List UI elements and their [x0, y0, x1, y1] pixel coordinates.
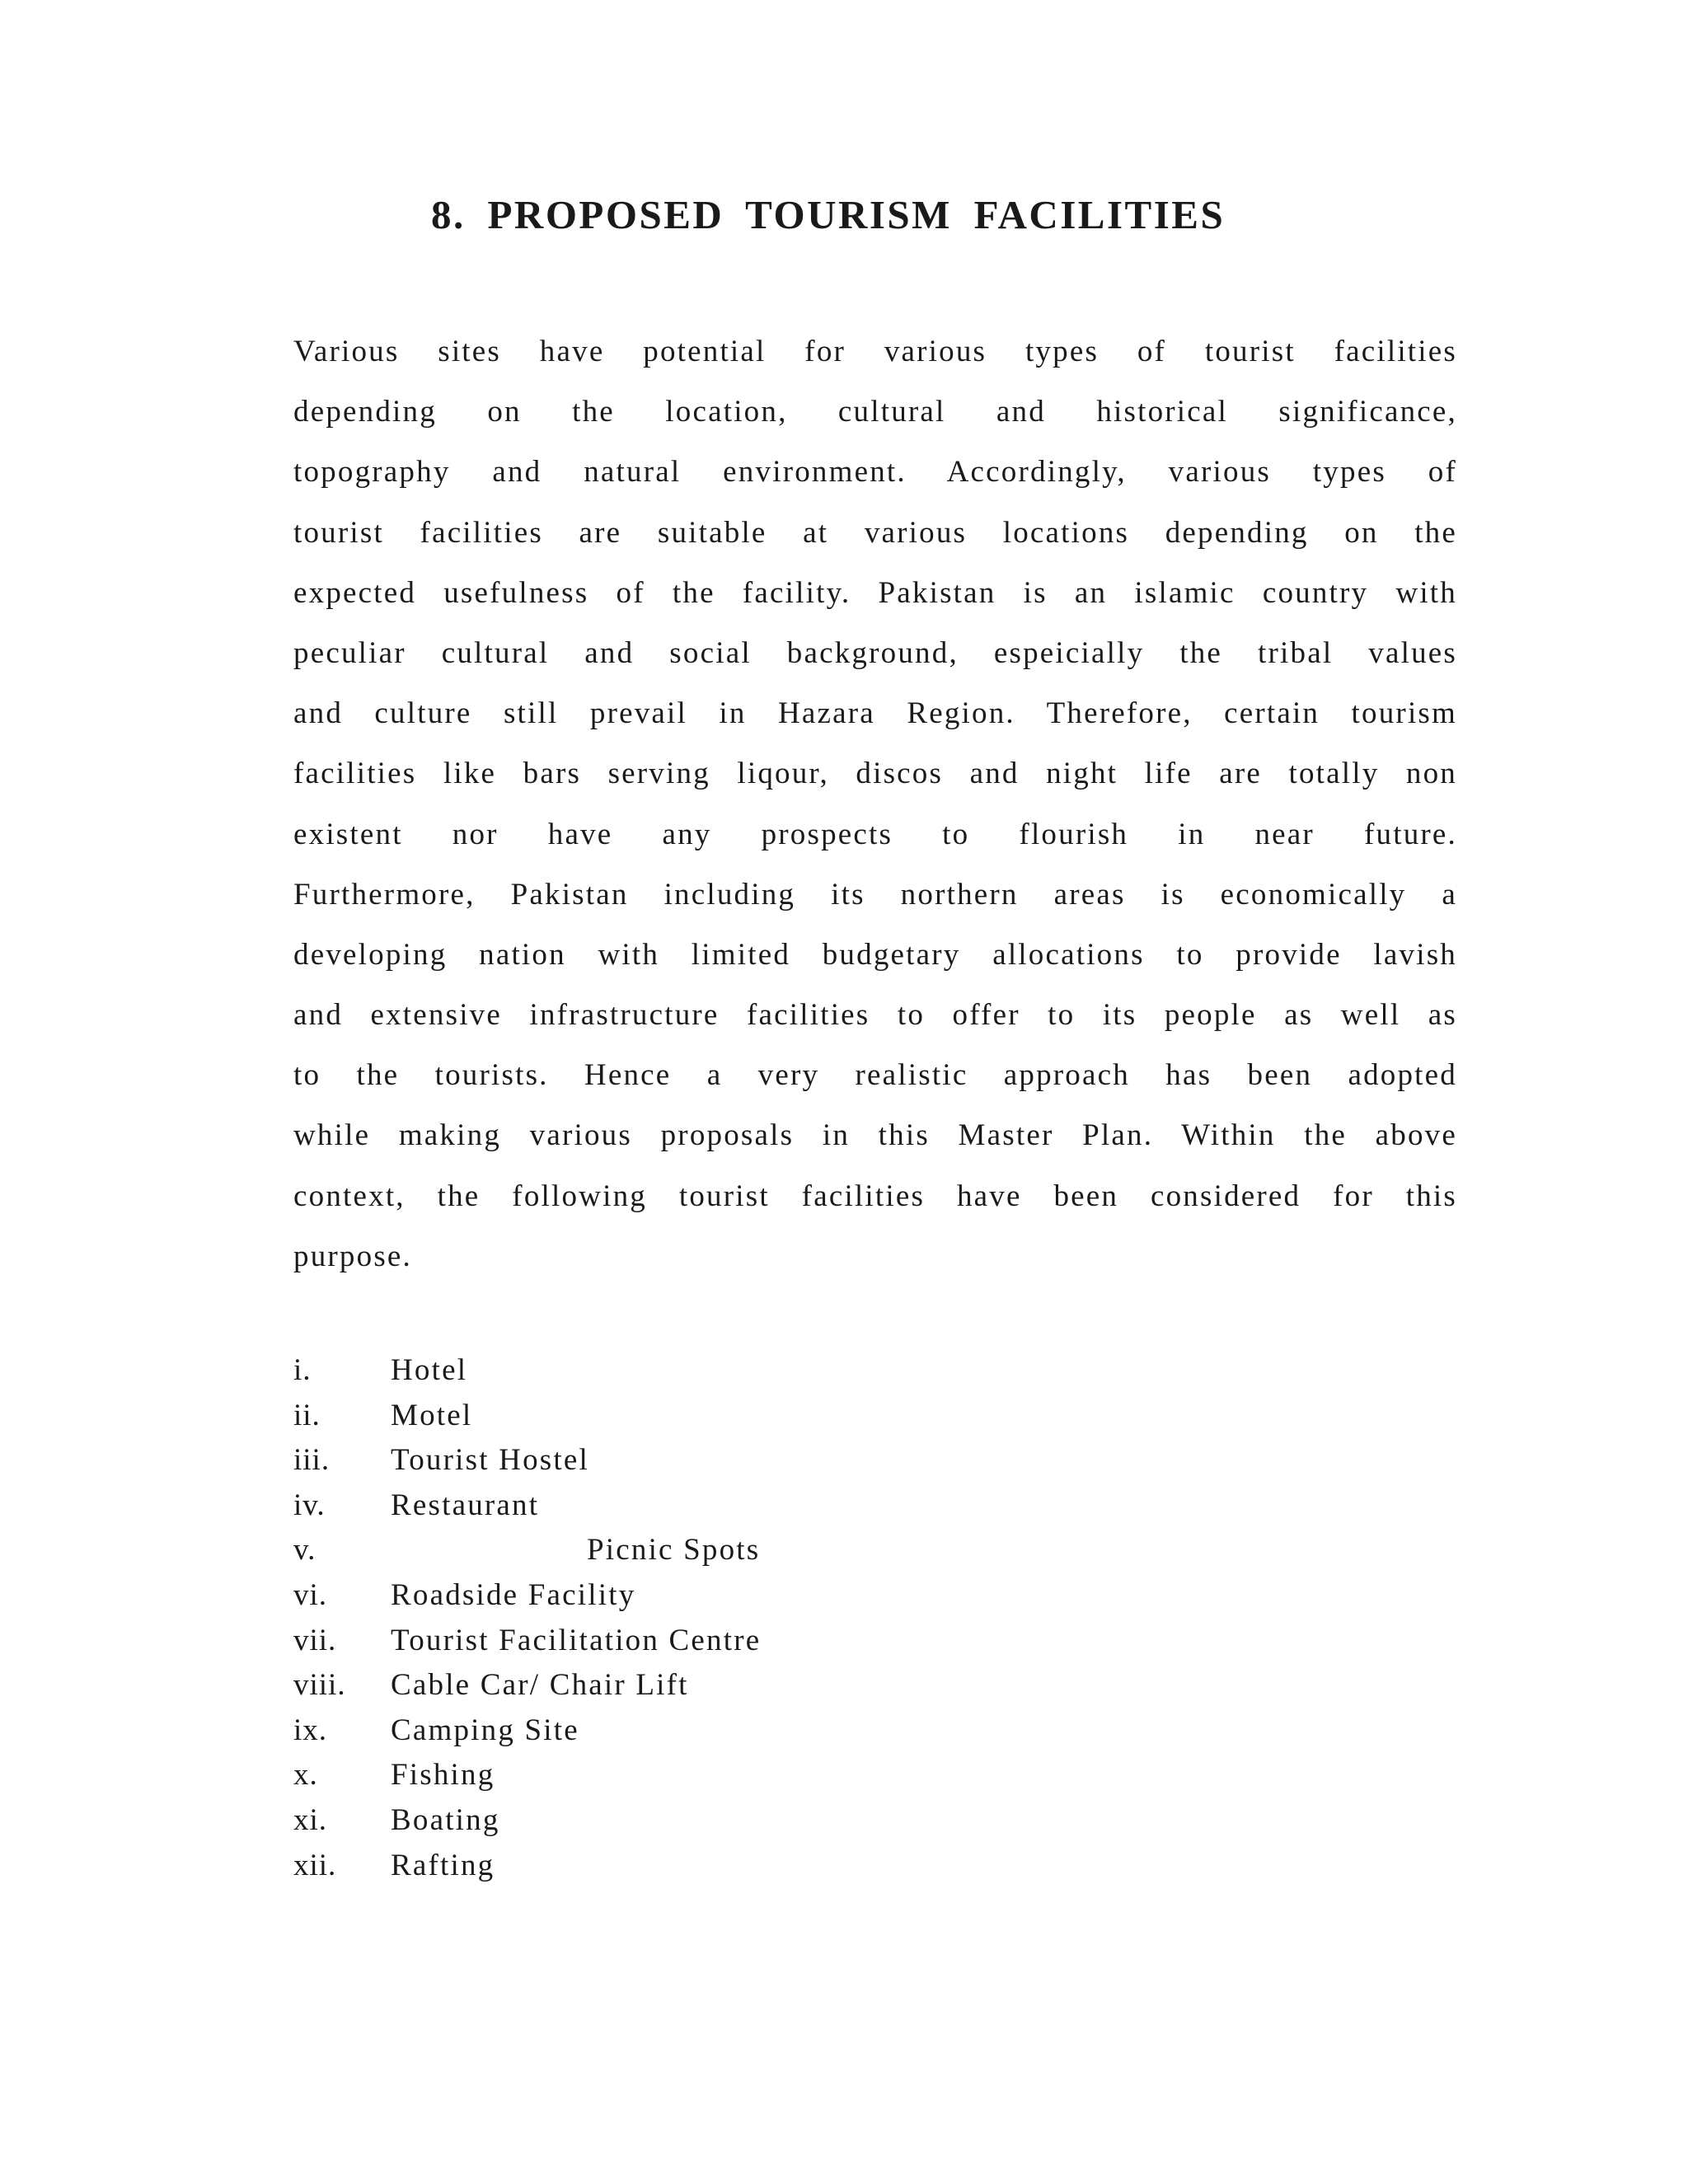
- paragraph-line: topography and natural environment. Accordingly, various types of: [293, 455, 1457, 490]
- list-item: [293, 1483, 761, 1529]
- paragraph-line: and culture still prevail in Hazara Region. Therefore, certain tourism: [293, 696, 1457, 731]
- section-heading: 8. PROPOSED TOURISM FACILITIES: [431, 192, 1226, 237]
- paragraph-line: context, the following tourist facilities have been considered for this: [293, 1179, 1457, 1213]
- list-numeral: vi.: [293, 1577, 328, 1612]
- list-label: Boating: [391, 1802, 500, 1837]
- list-label: Camping Site: [391, 1713, 579, 1747]
- list-item: [293, 1528, 761, 1573]
- list-label: Restaurant: [391, 1488, 540, 1522]
- list-label: Motel: [391, 1398, 473, 1432]
- paragraph-line: tourist facilities are suitable at various locations depending on the: [293, 515, 1457, 550]
- list-item: [293, 1753, 761, 1798]
- paragraph-line: Furthermore, Pakistan including its northern areas is economically a: [293, 877, 1457, 912]
- list-numeral: ix.: [293, 1713, 328, 1747]
- list-item: [293, 1438, 761, 1483]
- paragraph-line: developing nation with limited budgetary allocations to provide lavish: [293, 937, 1457, 972]
- body-paragraph: [293, 321, 1457, 1286]
- list-numeral: iii.: [293, 1443, 331, 1478]
- list-item: [293, 1348, 761, 1394]
- list-label: Hotel: [391, 1353, 468, 1387]
- paragraph-line: and extensive infrastructure facilities to offer to its people as well as: [293, 998, 1457, 1033]
- list-numeral: x.: [293, 1758, 318, 1793]
- list-item: [293, 1844, 761, 1889]
- list-label: Rafting: [391, 1848, 495, 1882]
- paragraph-line: to the tourists. Hence a very realistic approach has been adopted: [293, 1058, 1457, 1093]
- paragraph-line: purpose.: [293, 1239, 412, 1273]
- facility-list: [293, 1348, 761, 1888]
- paragraph-line: Various sites have potential for various types of tourist facilities: [293, 335, 1457, 368]
- list-label: Cable Car/ Chair Lift: [391, 1668, 689, 1703]
- list-numeral: xii.: [293, 1848, 337, 1882]
- list-item: [293, 1798, 761, 1844]
- list-numeral: viii.: [293, 1668, 346, 1703]
- list-item: [293, 1394, 761, 1439]
- list-numeral: xi.: [293, 1802, 328, 1837]
- list-item: [293, 1663, 761, 1708]
- list-numeral: vii.: [293, 1623, 337, 1657]
- list-numeral: i.: [293, 1353, 312, 1387]
- paragraph-line: depending on the location, cultural and historical significance,: [293, 395, 1457, 429]
- list-numeral: ii.: [293, 1398, 321, 1432]
- list-item: [293, 1573, 761, 1619]
- list-label: Tourist Hostel: [391, 1443, 589, 1478]
- list-label: Picnic Spots: [587, 1533, 761, 1568]
- list-item: [293, 1619, 761, 1664]
- list-numeral: v.: [293, 1533, 316, 1568]
- list-label: Roadside Facility: [391, 1577, 636, 1612]
- list-label: Tourist Facilitation Centre: [391, 1623, 762, 1657]
- list-numeral: iv.: [293, 1488, 326, 1522]
- paragraph-line: peculiar cultural and social background, espeicially the tribal values: [293, 635, 1457, 670]
- paragraph-line: existent nor have any prospects to flourish in near future.: [293, 817, 1457, 851]
- list-label: Fishing: [391, 1758, 495, 1793]
- paragraph-line: expected usefulness of the facility. Pakistan is an islamic country with: [293, 575, 1457, 610]
- paragraph-line: while making various proposals in this Master Plan. Within the above: [293, 1118, 1457, 1153]
- list-item: [293, 1708, 761, 1754]
- paragraph-line: facilities like bars serving liqour, discos and night life are totally non: [293, 757, 1457, 791]
